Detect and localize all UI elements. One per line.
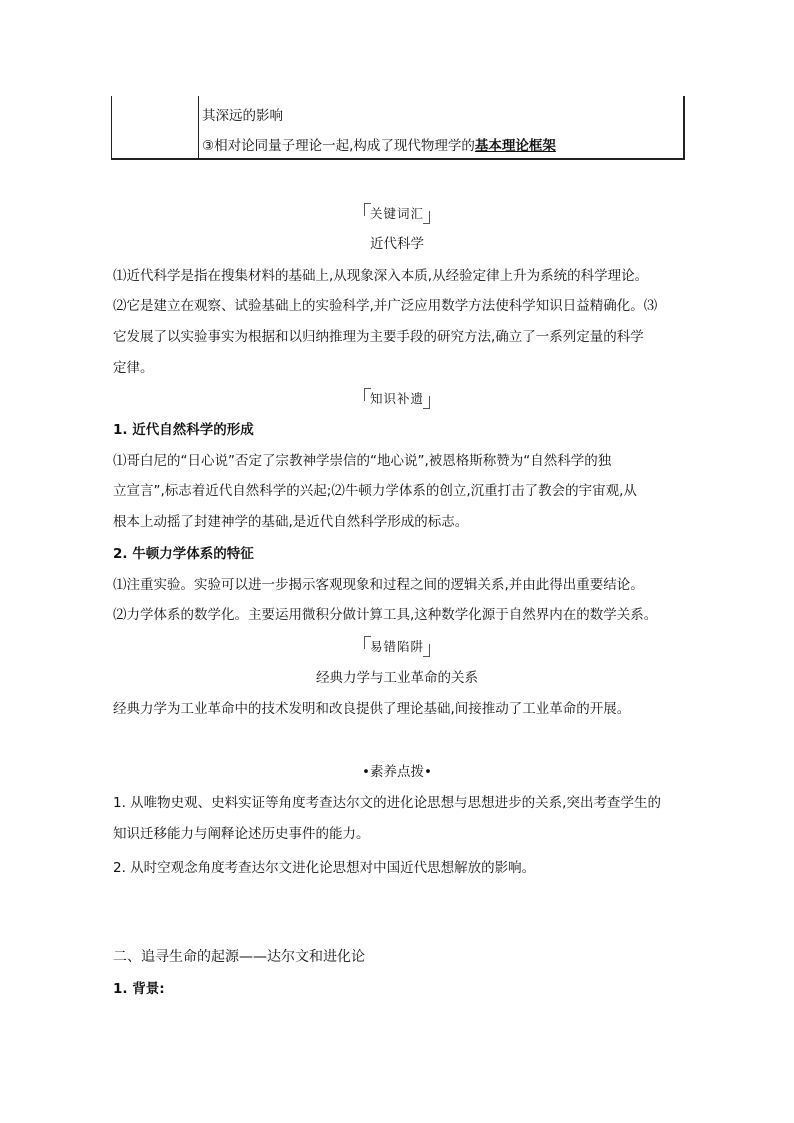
key-terms-title: 近代科学	[370, 236, 424, 252]
pitfall-label-row	[0, 636, 794, 655]
table-line2-text: ③相对论同量子理论一起,构成了现代物理学的	[202, 138, 475, 154]
table-text-line2	[202, 134, 556, 154]
key-terms-line: ⑵它是建立在观察、试验基础上的实验科学,并广泛应用数学方法使科学知识日益精确化。⑶	[113, 298, 658, 314]
knowledge-label: 知识补遗	[366, 391, 428, 406]
knowledge-heading-2: 2. 牛顿力学体系的特征	[113, 546, 254, 562]
literacy-line: 2. 从时空观念角度考查达尔文进化论思想对中国近代思想解放的影响。	[113, 860, 536, 876]
knowledge-paragraph-line: 立宣言”,标志着近代自然科学的兴起;⑵牛顿力学体系的创立,沉重打击了教会的宇宙观,从	[113, 483, 637, 499]
pitfall-label: 易错陷阱	[366, 639, 428, 654]
knowledge-paragraph-line: ⑴注重实验。实验可以进一步揭示客观现象和过程之间的逻辑关系,并由此得出重要结论。	[113, 577, 644, 593]
knowledge-paragraph-line: ⑴哥白尼的“日心说”否定了宗教神学崇信的“地心说”,被恩格斯称赞为“自然科学的独	[113, 453, 612, 469]
table-column-divider	[198, 96, 199, 158]
literacy-line: 知识迁移能力与阐释论述历史事件的能力。	[113, 826, 370, 842]
table-text-line1: 其深远的影响	[202, 108, 283, 124]
key-terms-line: ⑴近代科学是指在搜集材料的基础上,从现象深入本质,从经验定律上升为系统的科学理论。	[113, 268, 649, 284]
section-2-background-heading: 1. 背景:	[113, 981, 165, 997]
knowledge-paragraph-line: ⑵力学体系的数学化。主要运用微积分做计算工具,这种数学化源于自然界内在的数学关系。	[113, 607, 658, 623]
pitfall-text: 经典力学为工业革命中的技术发明和改良提供了理论基础,间接推动了工业革命的开展。	[113, 701, 631, 717]
top-table	[111, 96, 685, 160]
literacy-line: 1. 从唯物史观、史料实证等角度考查达尔文的进化论思想与思想进步的关系,突出考查学生的	[113, 795, 661, 811]
table-line2-emphasis: 基本理论框架	[474, 138, 556, 154]
key-terms-line: 定律。	[113, 360, 154, 376]
key-terms-label: 关键词汇	[366, 206, 428, 221]
section-2-title: 二、追寻生命的起源——达尔文和进化论	[113, 949, 365, 965]
key-terms-label-row	[0, 203, 794, 222]
key-terms-line: 它发展了以实验事实为根据和以归纳推理为主要手段的研究方法,确立了一系列定量的科学	[113, 329, 644, 345]
knowledge-label-row	[0, 388, 794, 407]
knowledge-paragraph-line: 根本上动摇了封建神学的基础,是近代自然科学形成的标志。	[113, 514, 469, 530]
literacy-title: •素养点拨•	[362, 764, 432, 780]
pitfall-title: 经典力学与工业革命的关系	[316, 670, 478, 686]
knowledge-heading-1: 1. 近代自然科学的形成	[113, 422, 254, 438]
